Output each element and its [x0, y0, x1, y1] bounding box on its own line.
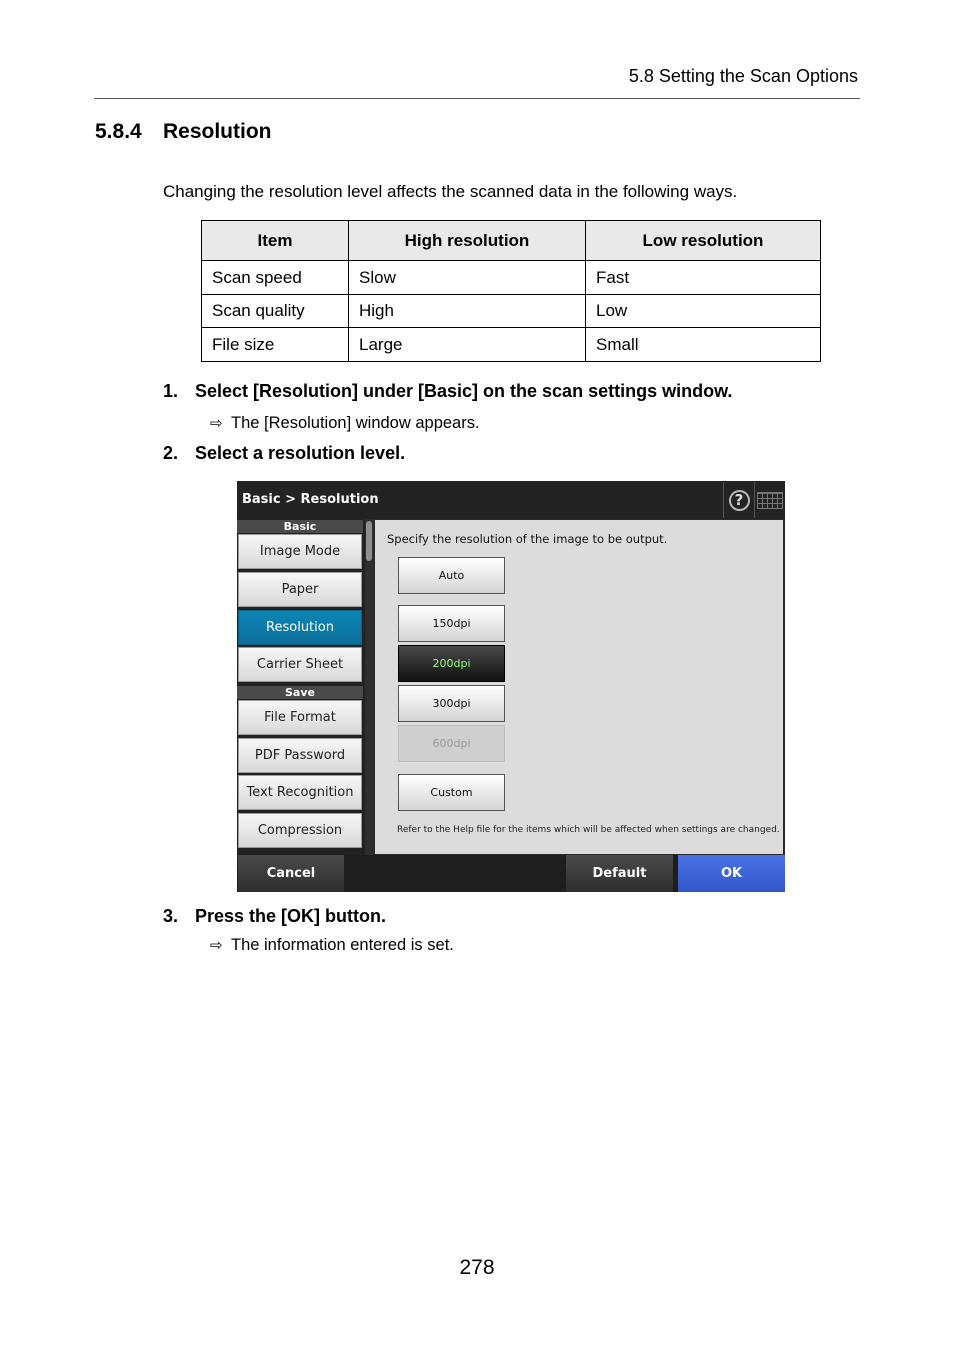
table-header-cell: Item: [202, 221, 349, 261]
resolution-comparison-table: [201, 220, 821, 362]
option-200dpi-button[interactable]: 200dpi: [398, 645, 505, 682]
help-button[interactable]: [723, 482, 754, 518]
table-row: [202, 261, 821, 295]
table-row: [202, 328, 821, 362]
keyboard-icon: [757, 492, 783, 509]
option-150dpi-button[interactable]: 150dpi: [398, 605, 505, 642]
table-cell: Large: [349, 328, 586, 362]
sidebar-header-save: Save: [237, 686, 363, 699]
scanner-screen-screenshot: [237, 481, 785, 892]
step-number: 1.: [163, 381, 179, 401]
table-cell: High: [349, 295, 586, 328]
sidebar-item-resolution[interactable]: Resolution: [238, 610, 362, 645]
default-button[interactable]: Default: [566, 855, 673, 892]
header-rule: [94, 98, 860, 99]
breadcrumb: Basic > Resolution: [242, 492, 379, 507]
table-cell: Low: [586, 295, 821, 328]
section-title-text: Resolution: [163, 120, 272, 143]
sidebar-item-file-format[interactable]: File Format: [238, 700, 362, 735]
option-auto-button[interactable]: Auto: [398, 557, 505, 594]
section-number: 5.8.4: [95, 120, 142, 143]
arrow-right-outline-icon: ⇨: [210, 415, 223, 432]
page-number: 278: [459, 1256, 495, 1279]
table-cell: Slow: [349, 261, 586, 295]
option-600dpi-button: 600dpi: [398, 725, 505, 762]
sidebar-header-basic: Basic: [237, 520, 363, 533]
table-cell: Fast: [586, 261, 821, 295]
section-title: [95, 120, 272, 144]
step-3-result: [210, 936, 454, 955]
help-icon: ?: [729, 490, 750, 511]
panel-instruction: Specify the resolution of the image to be output.: [387, 532, 668, 546]
table-cell: Scan speed: [202, 261, 349, 295]
cancel-button[interactable]: Cancel: [238, 855, 344, 892]
step-1-result: [210, 414, 480, 433]
sidebar-scrollbar[interactable]: [365, 519, 373, 855]
sidebar-item-paper[interactable]: Paper: [238, 572, 362, 607]
scrollbar-thumb[interactable]: [366, 521, 372, 561]
arrow-right-outline-icon: ⇨: [210, 937, 223, 954]
result-text: The information entered is set.: [231, 936, 454, 954]
sidebar-item-compression[interactable]: Compression: [238, 813, 362, 848]
running-header: 5.8 Setting the Scan Options: [628, 66, 858, 86]
step-number: 3.: [163, 906, 179, 926]
step-2: [163, 443, 405, 464]
option-custom-button[interactable]: Custom: [398, 774, 505, 811]
step-text: Select a resolution level.: [195, 443, 406, 463]
table-cell: File size: [202, 328, 349, 362]
step-text: Press the [OK] button.: [195, 906, 387, 926]
step-3: [163, 906, 386, 927]
sidebar-item-carrier-sheet[interactable]: Carrier Sheet: [238, 647, 362, 682]
table-header-row: [202, 221, 821, 261]
help-note: Refer to the Help file for the items which will be affected when settings are changed.: [397, 825, 780, 835]
table-cell: Small: [586, 328, 821, 362]
step-1: [163, 381, 732, 402]
ok-button[interactable]: OK: [678, 855, 785, 892]
keyboard-button[interactable]: [754, 482, 785, 518]
step-text: Select [Resolution] under [Basic] on the scan settings window.: [195, 381, 733, 401]
sidebar-item-text-recognition[interactable]: Text Recognition: [238, 775, 362, 810]
table-header-cell: Low resolution: [586, 221, 821, 261]
result-text: The [Resolution] window appears.: [231, 414, 480, 432]
intro-paragraph: Changing the resolution level affects the scanned data in the following ways.: [163, 182, 738, 201]
table-cell: Scan quality: [202, 295, 349, 328]
option-300dpi-button[interactable]: 300dpi: [398, 685, 505, 722]
step-number: 2.: [163, 443, 179, 463]
table-row: [202, 295, 821, 328]
sidebar-item-pdf-password[interactable]: PDF Password: [238, 738, 362, 773]
sidebar-item-image-mode[interactable]: Image Mode: [238, 534, 362, 569]
table-header-cell: High resolution: [349, 221, 586, 261]
settings-sidebar: [237, 519, 365, 855]
